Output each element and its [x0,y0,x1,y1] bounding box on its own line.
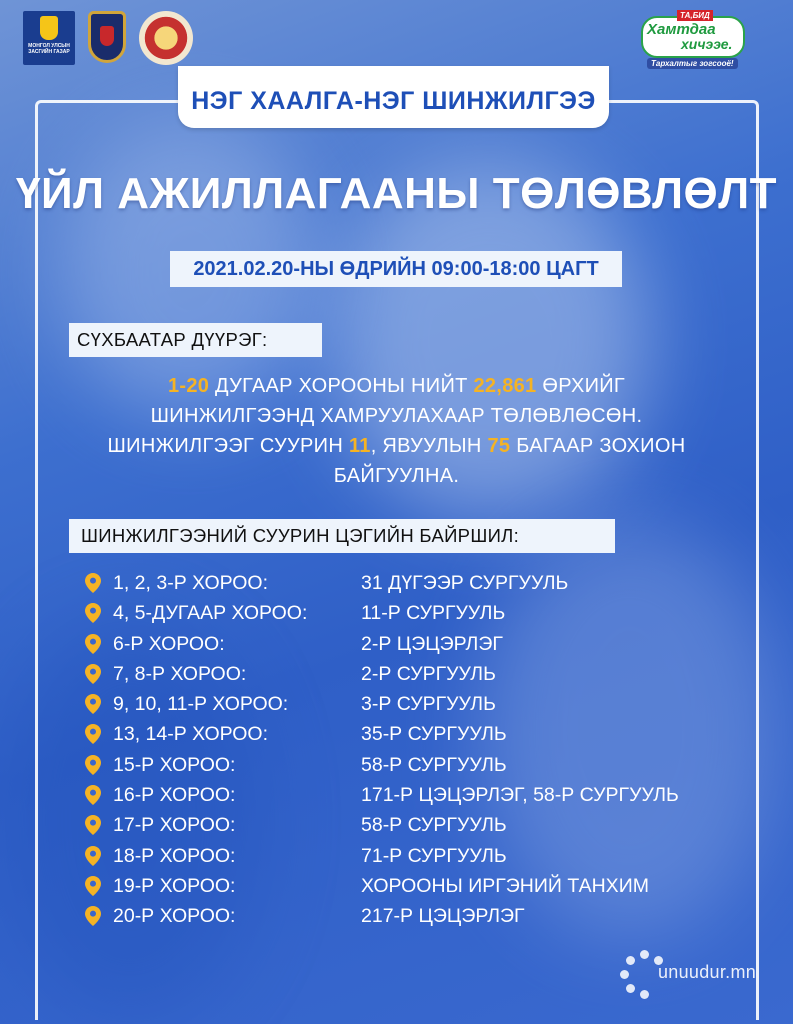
map-pin-icon [85,664,101,684]
government-logo-caption: МОНГОЛ УЛСЫН ЗАСГИЙН ГАЗАР [28,43,70,55]
location-row [85,598,765,628]
location-place: 58-Р СУРГУУЛЬ [361,814,507,837]
summary-mobile-teams: 75 [487,435,511,457]
location-khoroo: 4, 5-ДУГААР ХОРОО: [113,602,308,625]
location-place: 3-Р СУРГУУЛЬ [361,693,496,716]
location-khoroo: 20-Р ХОРОО: [113,905,236,928]
location-place: 11-Р СУРГУУЛЬ [361,602,506,625]
campaign-logo [641,10,745,66]
location-place: 2-Р СУРГУУЛЬ [361,662,496,685]
campaign-logo-line1: Хамтдаа [647,21,716,38]
map-pin-icon [85,573,101,593]
campaign-logo-line2: хичээе. [681,36,733,52]
location-row [85,901,765,931]
summary-household-total: 22,861 [473,375,537,397]
location-row [85,780,765,810]
location-khoroo: 13, 14-Р ХОРОО: [113,723,268,746]
location-place: 71-Р СУРГУУЛЬ [361,844,507,867]
location-khoroo: 9, 10, 11-Р ХОРОО: [113,693,289,716]
district-label: СҮХБААТАР ДҮҮРЭГ: [77,329,268,350]
location-place: 58-Р СУРГУУЛЬ [361,753,507,776]
locations-heading: ШИНЖИЛГЭЭНИЙ СУУРИН ЦЭГИЙН БАЙРШИЛ: [81,525,520,546]
map-pin-icon [85,906,101,926]
header-tab [178,66,609,128]
map-pin-icon [85,694,101,714]
page-title: ҮЙЛ АЖИЛЛАГААНЫ ТӨЛӨВЛӨЛТ [16,169,777,218]
date-banner-text: 2021.02.20-НЫ ӨДРИЙН 09:00-18:00 ЦАГТ [193,258,599,280]
location-row [85,568,765,598]
location-row [85,719,765,749]
location-khoroo: 1, 2, 3-Р ХОРОО: [113,572,268,594]
campaign-logo-slogan: Тархалтыг зогсооё! [647,58,738,69]
location-place: ХОРООНЫ ИРГЭНИЙ ТАНХИМ [361,874,649,897]
soyombo-emblem-icon [40,16,58,40]
map-pin-icon [85,634,101,654]
map-pin-icon [85,755,101,775]
campaign-logo-top: ТА,БИД [677,10,713,21]
location-place: 2-Р ЦЭЦЭРЛЭГ [361,632,503,655]
location-place: 217-Р ЦЭЦЭРЛЭГ [361,905,525,928]
location-khoroo: 6-Р ХОРОО: [113,632,225,655]
location-row [85,629,765,659]
location-place: 31 ДҮГЭЭР СУРГУУЛЬ [361,572,569,594]
police-emblem-icon [88,11,126,63]
location-khoroo: 18-Р ХОРОО: [113,844,236,867]
date-banner [170,251,622,287]
locations-heading-box [69,519,615,553]
location-khoroo: 7, 8-Р ХОРОО: [113,662,247,685]
location-row [85,871,765,901]
map-pin-icon [85,603,101,623]
district-label-box [69,323,322,357]
map-pin-icon [85,876,101,896]
summary-text-2: ӨРХИЙГ ШИНЖИЛГЭЭНД ХАМРУУЛАХААР ТӨЛӨВЛӨСӨН. ШИНЖИЛГЭЭГ СУУРИН [107,375,643,457]
summary-text-4: БАГААР ЗОХИОН БАЙГУУЛНА. [333,435,686,487]
location-place: 35-Р СУРГУУЛЬ [361,723,507,746]
summary-text-1: ДУГААР ХОРООНЫ НИЙТ [209,375,474,397]
location-khoroo: 16-Р ХОРОО: [113,784,236,807]
city-emblem-icon [139,11,193,65]
location-khoroo: 17-Р ХОРОО: [113,814,236,837]
map-pin-icon [85,785,101,805]
map-pin-icon [85,724,101,744]
government-logo [23,11,75,65]
location-khoroo: 19-Р ХОРОО: [113,874,236,897]
location-row [85,689,765,719]
header-tab-label: НЭГ ХААЛГА-НЭГ ШИНЖИЛГЭЭ [191,87,596,115]
summary-text-3: , ЯВУУЛЫН [370,435,488,457]
watermark [620,950,790,1000]
map-pin-icon [85,815,101,835]
location-row [85,750,765,780]
summary-paragraph [95,371,698,491]
locations-list [85,568,765,932]
map-pin-icon [85,846,101,866]
location-place: 171-Р ЦЭЦЭРЛЭГ, 58-Р СУРГУУЛЬ [361,784,679,807]
location-row [85,841,765,871]
location-row [85,810,765,840]
summary-fixed-teams: 11 [348,435,371,457]
location-khoroo: 15-Р ХОРОО: [113,753,236,776]
summary-khoroo-range: 1-20 [167,375,210,397]
watermark-text: unuudur.mn [658,962,757,982]
location-row [85,659,765,689]
